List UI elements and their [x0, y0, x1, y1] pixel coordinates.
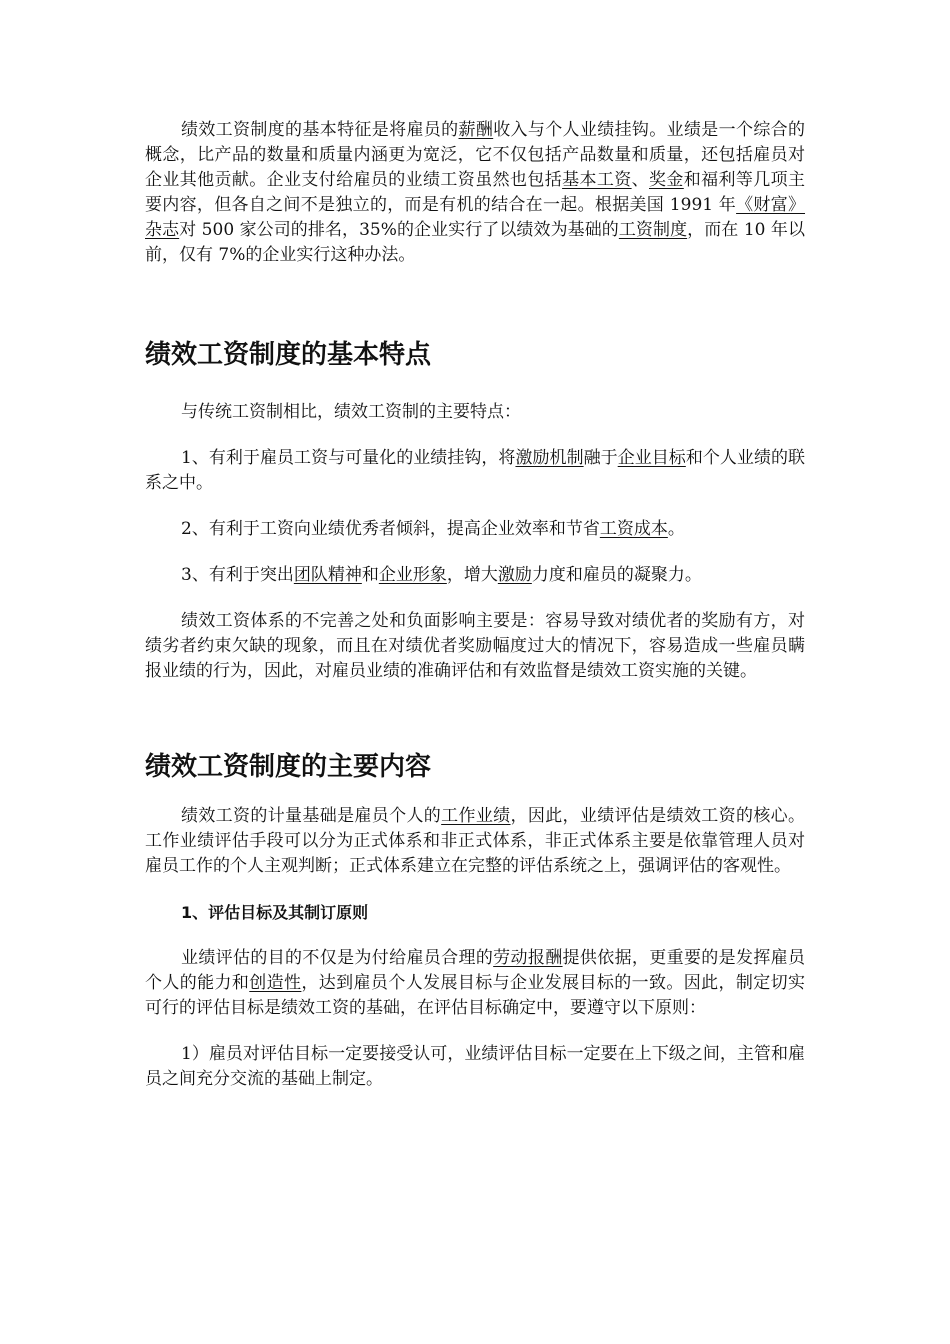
- link-creativity[interactable]: 创造性: [249, 973, 302, 993]
- content-paragraph-2: [145, 946, 805, 1021]
- text: 3、有利于突出: [181, 565, 294, 585]
- section-heading-features: 绩效工资制度的基本特点: [145, 340, 432, 370]
- section-heading-content: 绩效工资制度的主要内容: [145, 752, 432, 782]
- text: 1、有利于雇员工资与可量化的业绩挂钩，将: [181, 448, 516, 468]
- text: ，达到雇员个人发展目标与企业发展目标的一致。因此，制定切实可行的评估目标是绩效工资的基础，在评估目标确定中，要遵守以下原则：: [145, 973, 806, 1018]
- content-paragraph-1: [145, 804, 805, 879]
- text: 绩效工资制度的基本特征是将雇员的: [181, 120, 459, 140]
- feature-item-1: [145, 446, 805, 496]
- text: 绩效工资的计量基础是雇员个人的: [181, 806, 442, 826]
- features-lead: 与传统工资制相比，绩效工资制的主要特点：: [181, 402, 521, 422]
- text: 和: [361, 565, 379, 585]
- link-bonus[interactable]: 奖金: [649, 170, 684, 190]
- link-corporate-image[interactable]: 企业形象: [378, 565, 447, 585]
- document-page: [145, 118, 805, 1092]
- text: 收入与个人业绩挂钩。业绩是一个综合的概念，比产品的数量和质量内涵更为宽泛，它不仅包括产品数量和质量，还包括雇员对企业其他贡献。企业支付给雇员的业绩工资虽然也包括: [145, 120, 806, 190]
- features-closing: 绩效工资体系的不完善之处和负面影响主要是：容易导致对绩优者的奖励有方，对绩劣者约束欠缺的现象，而且在对绩优者奖励幅度过大的情况下，容易造成一些雇员瞒报业绩的行为，因此，对雇员业绩的准确评估和有效监督是绩效工资实施的关键。: [145, 611, 805, 681]
- intro-paragraph: [145, 118, 805, 268]
- link-enterprise-goal[interactable]: 企业目标: [617, 448, 686, 468]
- text: 。: [667, 519, 685, 539]
- link-incentive[interactable]: 激励: [497, 565, 532, 585]
- subheading-evaluation-goals: 1、评估目标及其制订原则: [181, 903, 369, 922]
- text: 和个人业绩的联系之中。: [145, 448, 806, 493]
- link-team-spirit[interactable]: 团队精神: [293, 565, 362, 585]
- link-fortune[interactable]: 《财富》杂志: [145, 195, 806, 240]
- content-paragraph-3: 1）雇员对评估目标一定要接受认可，业绩评估目标一定要在上下级之间，主管和雇员之间充分交流的基础上制定。: [145, 1044, 805, 1089]
- text: 力度和雇员的凝聚力。: [531, 565, 702, 585]
- text: 提供依据，更重要的是发挥雇员个人的能力和: [145, 948, 806, 993]
- text: ，因此，业绩评估是绩效工资的核心。工作业绩评估手段可以分为正式体系和非正式体系，非正式体系主要是依靠管理人员对雇员工作的个人主观判断；正式体系建立在完整的评估系统之上，强调评估的客观性。: [145, 806, 806, 876]
- text: 业绩评估的目的不仅是为付给雇员合理的: [181, 948, 494, 968]
- link-incentive-mechanism[interactable]: 激励机制: [515, 448, 584, 468]
- text: ，增大: [446, 565, 498, 585]
- feature-item-2: [145, 517, 805, 542]
- text: 对 500 家公司的排名，35%的企业实行了以绩效为基础的: [179, 220, 619, 240]
- link-salary[interactable]: 薪酬: [458, 120, 494, 140]
- link-basic-wage[interactable]: 基本工资: [562, 170, 632, 190]
- link-work-performance[interactable]: 工作业绩: [441, 806, 511, 826]
- text: 融于: [583, 448, 618, 468]
- link-labor-remuneration[interactable]: 劳动报酬: [493, 948, 563, 968]
- text: 、: [631, 170, 649, 190]
- text: 和福利等几项主要内容，但各自之间不是独立的，而是有机的结合在一起。根据美国 1991 年: [145, 170, 806, 215]
- text: 2、有利于工资向业绩优秀者倾斜，提高企业效率和节省: [181, 519, 600, 539]
- text: ，而在 10 年以前，仅有 7%的企业实行这种办法。: [145, 220, 805, 265]
- feature-item-3: [145, 563, 805, 588]
- link-wage-system[interactable]: 工资制度: [618, 220, 688, 240]
- link-wage-cost[interactable]: 工资成本: [599, 519, 668, 539]
